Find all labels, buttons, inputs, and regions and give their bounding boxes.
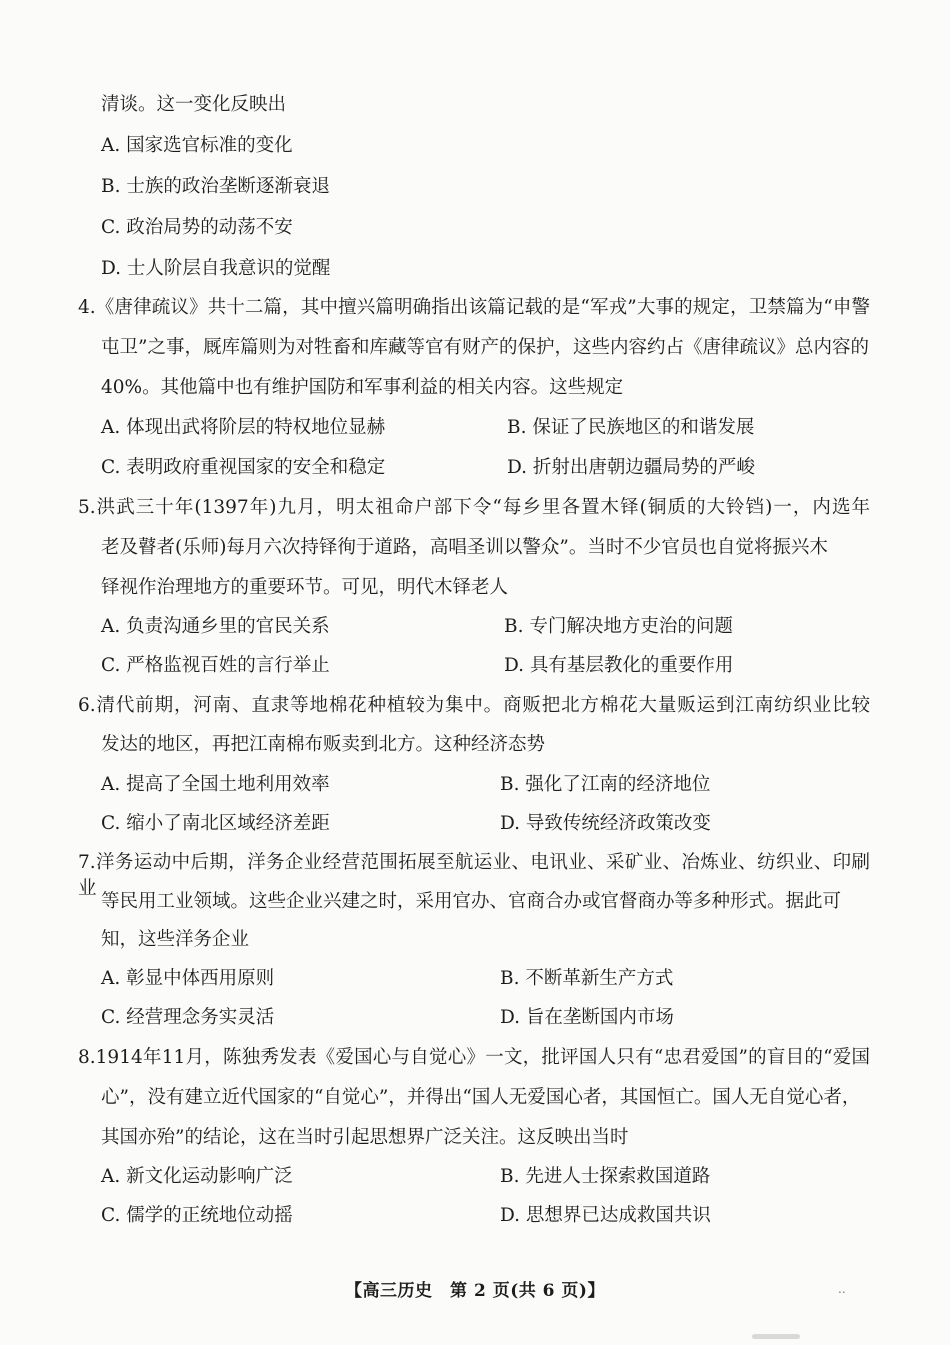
q7-option-b: B. 不断革新生产方式 — [500, 968, 674, 989]
q8-stem-line-3: 其国亦殆”的结论，这在当时引起思想界广泛关注。这反映出当时 — [101, 1127, 629, 1148]
q4-option-c: C. 表明政府重视国家的安全和稳定 — [101, 457, 386, 478]
q8-option-c: C. 儒学的正统地位动摇 — [101, 1205, 293, 1226]
q5-stem-line-3: 铎视作治理地方的重要环节。可见，明代木铎老人 — [101, 577, 509, 598]
q5-option-b: B. 专门解决地方吏治的问题 — [504, 616, 733, 637]
q5-stem-line-1: 5.洪武三十年(1397年)九月，明太祖命户部下令“每乡里各置木铎(铜质的大铃铛)一，内选年 — [78, 497, 870, 518]
q6-option-d: D. 导致传统经济政策改变 — [500, 813, 711, 834]
q4-stem-line-3: 40%。其他篇中也有维护国防和军事利益的相关内容。这些规定 — [101, 377, 624, 398]
q7-stem-line-2: 等民用工业领域。这些企业兴建之时，采用官办、官商合办或官督商办等多种形式。据此可 — [101, 891, 842, 912]
q5-option-c: C. 严格监视百姓的言行举止 — [101, 655, 330, 676]
q7-option-c: C. 经营理念务实灵活 — [101, 1007, 275, 1028]
q4-stem-line-1: 4.《唐律疏议》共十二篇，其中擅兴篇明确指出该篇记载的是“军戎”大事的规定，卫禁篇为“申警 — [78, 297, 870, 318]
q4-option-d: D. 折射出唐朝边疆局势的严峻 — [507, 457, 755, 478]
q3-option-b: B. 士族的政治垄断逐渐衰退 — [101, 176, 330, 197]
scan-smudge — [752, 1334, 800, 1339]
q7-stem-line-3: 知，这些洋务企业 — [101, 929, 250, 950]
q6-option-b: B. 强化了江南的经济地位 — [500, 774, 711, 795]
q7-option-d: D. 旨在垄断国内市场 — [500, 1007, 674, 1028]
q3-option-a: A. 国家选官标准的变化 — [101, 135, 293, 156]
q8-stem-line-1: 8.1914年11月，陈独秀发表《爱国心与自觉心》一文，批评国人只有“忠君爱国”的盲目的“爱国 — [78, 1047, 870, 1068]
q4-option-a: A. 体现出武将阶层的特权地位显赫 — [101, 417, 386, 438]
page-footer: 【高三历史 第 2 页(共 6 页)】 — [345, 1281, 605, 1301]
corner-mark: .. — [838, 1282, 846, 1296]
q8-option-a: A. 新文化运动影响广泛 — [101, 1166, 293, 1187]
q8-option-d: D. 思想界已达成救国共识 — [500, 1205, 711, 1226]
q7-option-a: A. 彰显中体西用原则 — [101, 968, 275, 989]
q8-stem-line-2: 心”，没有建立近代国家的“自觉心”，并得出“国人无爱国心者，其国恒亡。国人无自觉心者， — [101, 1087, 861, 1108]
q6-stem-line-1: 6.清代前期，河南、直隶等地棉花种植较为集中。商贩把北方棉花大量贩运到江南纺织业比较 — [78, 695, 870, 716]
q7-stem-line-1: 7.洋务运动中后期，洋务企业经营范围拓展至航运业、电讯业、采矿业、冶炼业、纺织业、印刷业 — [78, 852, 870, 899]
q5-option-a: A. 负责沟通乡里的官民关系 — [101, 616, 330, 637]
q3-option-c: C. 政治局势的动荡不安 — [101, 217, 293, 238]
q6-option-c: C. 缩小了南北区域经济差距 — [101, 813, 330, 834]
q4-stem-line-2: 屯卫”之事，厩库篇则为对牲畜和库藏等官有财产的保护，这些内容约占《唐律疏议》总内容的 — [101, 337, 869, 358]
q4-option-b: B. 保证了民族地区的和谐发展 — [507, 417, 755, 438]
q3-stem-end: 清谈。这一变化反映出 — [101, 94, 287, 115]
q5-option-d: D. 具有基层教化的重要作用 — [504, 655, 734, 676]
q5-stem-line-2: 老及瞽者(乐师)每月六次持铎徇于道路，高唱圣训以警众”。当时不少官员也自觉将振兴木 — [101, 537, 828, 558]
q6-option-a: A. 提高了全国土地利用效率 — [101, 774, 330, 795]
q3-option-d: D. 士人阶层自我意识的觉醒 — [101, 258, 331, 279]
q6-stem-line-2: 发达的地区，再把江南棉布贩卖到北方。这种经济态势 — [101, 734, 546, 755]
q8-option-b: B. 先进人士探索救国道路 — [500, 1166, 711, 1187]
